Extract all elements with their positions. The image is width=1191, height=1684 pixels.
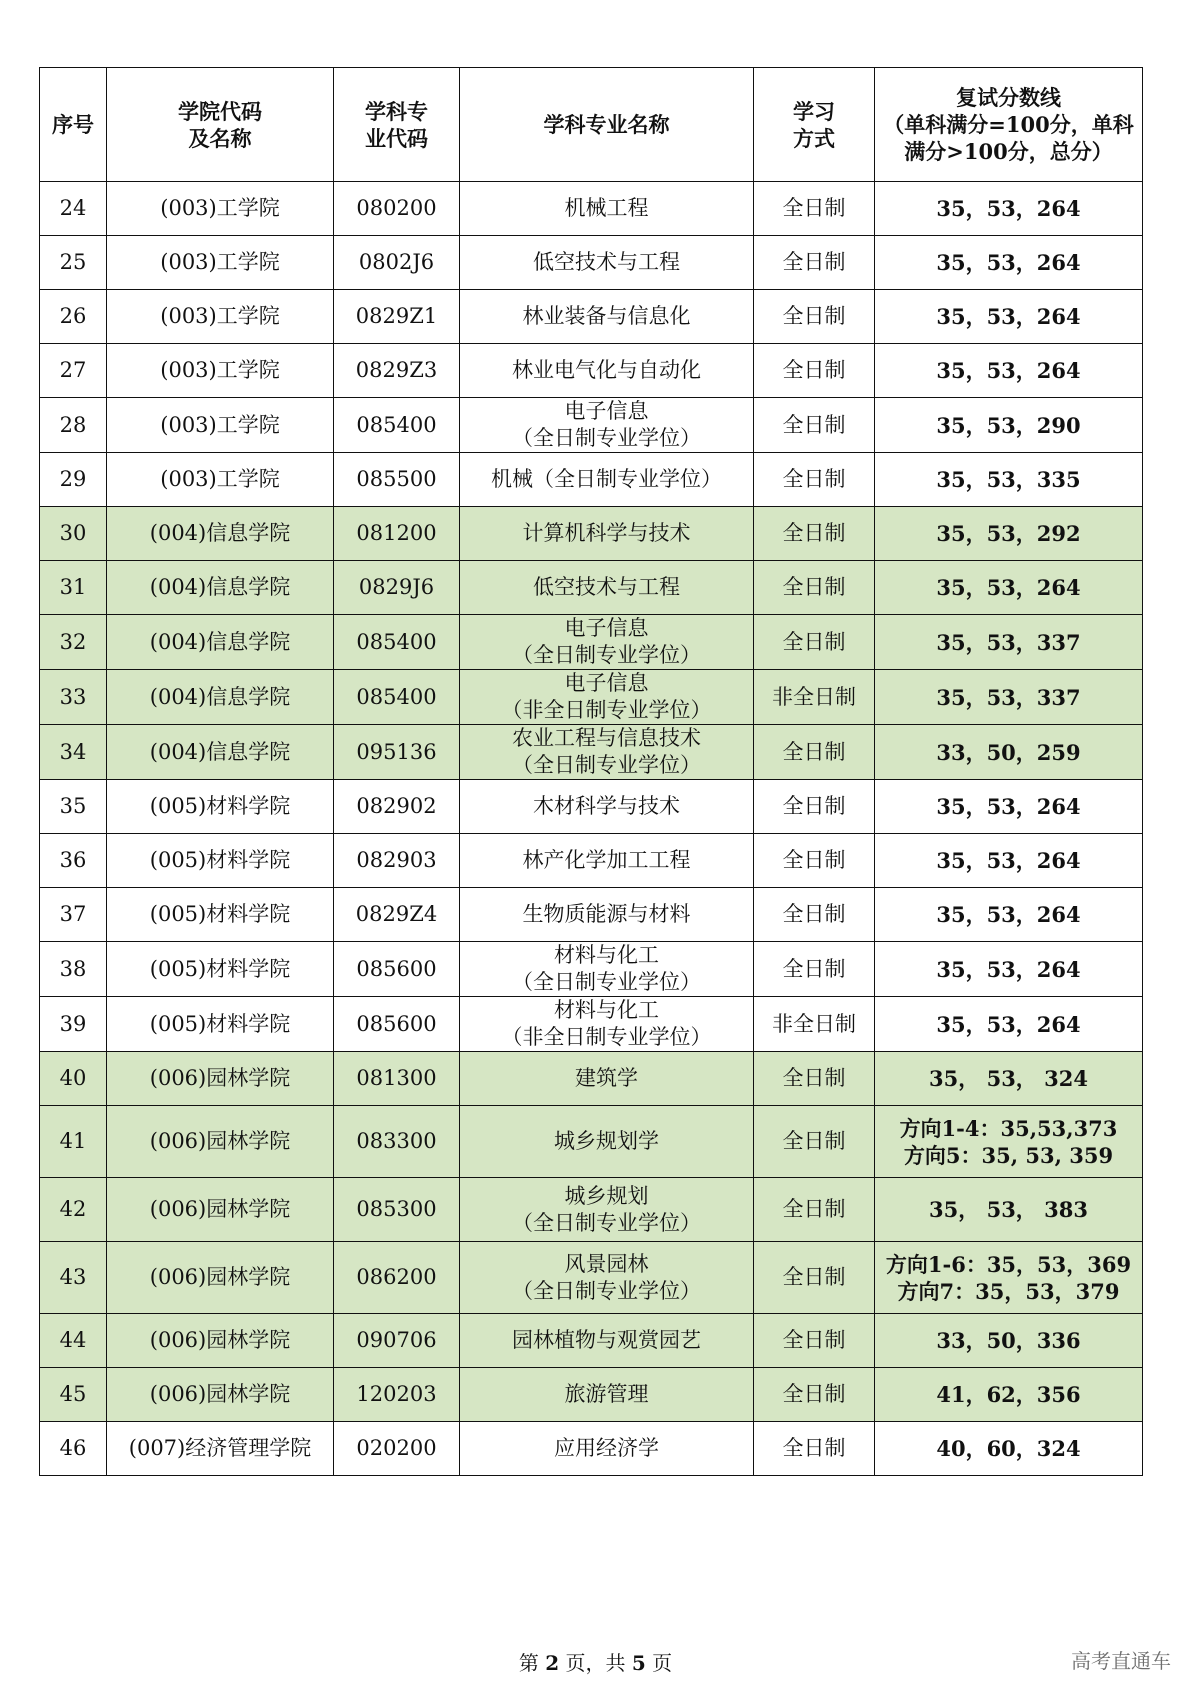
cell-study-mode: 全日制: [754, 1106, 875, 1178]
cell-college: (003)工学院: [107, 344, 334, 398]
cell-major-code: 082902: [334, 780, 460, 834]
cell-college: (005)材料学院: [107, 942, 334, 997]
cell-study-mode: 全日制: [754, 725, 875, 780]
table-row: [40, 182, 1143, 236]
cell-major-name: 电子信息 （非全日制专业学位）: [460, 670, 754, 725]
cell-college: (004)信息学院: [107, 561, 334, 615]
table-row: [40, 1368, 1143, 1422]
cell-college: (005)材料学院: [107, 997, 334, 1052]
cell-major-name: 计算机科学与技术: [460, 507, 754, 561]
footer-page-number: 2: [545, 1651, 560, 1675]
cell-college: (005)材料学院: [107, 834, 334, 888]
cell-study-mode: 全日制: [754, 507, 875, 561]
cell-major-name: 城乡规划 （全日制专业学位）: [460, 1178, 754, 1242]
footer-suffix: 页: [645, 1651, 673, 1675]
score-table: [39, 67, 1143, 1476]
cell-college: (006)园林学院: [107, 1314, 334, 1368]
table-row: [40, 780, 1143, 834]
cell-major-code: 095136: [334, 725, 460, 780]
cell-score: 35， 53， 383: [875, 1178, 1143, 1242]
cell-major-code: 081200: [334, 507, 460, 561]
cell-major-name: 林业电气化与自动化: [460, 344, 754, 398]
cell-major-code: 085600: [334, 942, 460, 997]
table-row: [40, 615, 1143, 670]
cell-major-name: 材料与化工 （全日制专业学位）: [460, 942, 754, 997]
cell-study-mode: 全日制: [754, 398, 875, 453]
cell-serial: 32: [40, 615, 107, 670]
cell-major-name: 木材科学与技术: [460, 780, 754, 834]
cell-score: 方向1-4：35,53,373 方向5：35, 53, 359: [875, 1106, 1143, 1178]
cell-study-mode: 全日制: [754, 1368, 875, 1422]
cell-score: 35，53，335: [875, 453, 1143, 507]
cell-college: (003)工学院: [107, 236, 334, 290]
cell-serial: 24: [40, 182, 107, 236]
cell-serial: 35: [40, 780, 107, 834]
cell-major-code: 085500: [334, 453, 460, 507]
cell-score: 35，53，290: [875, 398, 1143, 453]
cell-major-code: 0829Z1: [334, 290, 460, 344]
cell-score: 35，53，264: [875, 561, 1143, 615]
table-row: [40, 561, 1143, 615]
cell-study-mode: 全日制: [754, 453, 875, 507]
cell-major-code: 020200: [334, 1422, 460, 1476]
cell-study-mode: 全日制: [754, 182, 875, 236]
cell-college: (003)工学院: [107, 398, 334, 453]
table-row: [40, 1052, 1143, 1106]
table-row: [40, 290, 1143, 344]
footer-total-pages: 5: [631, 1651, 646, 1675]
cell-major-code: 085400: [334, 615, 460, 670]
cell-major-name: 低空技术与工程: [460, 236, 754, 290]
cell-score: 41，62，356: [875, 1368, 1143, 1422]
cell-score: 35，53，337: [875, 615, 1143, 670]
table-row: [40, 236, 1143, 290]
cell-study-mode: 全日制: [754, 1314, 875, 1368]
cell-study-mode: 全日制: [754, 290, 875, 344]
cell-major-name: 机械（全日制专业学位）: [460, 453, 754, 507]
cell-college: (005)材料学院: [107, 780, 334, 834]
cell-college: (006)园林学院: [107, 1242, 334, 1314]
cell-major-name: 风景园林 （全日制专业学位）: [460, 1242, 754, 1314]
table-row: [40, 834, 1143, 888]
cell-major-code: 085300: [334, 1178, 460, 1242]
cell-serial: 46: [40, 1422, 107, 1476]
cell-college: (003)工学院: [107, 453, 334, 507]
table-row: [40, 1422, 1143, 1476]
table-row: [40, 670, 1143, 725]
cell-major-name: 农业工程与信息技术 （全日制专业学位）: [460, 725, 754, 780]
cell-study-mode: 全日制: [754, 834, 875, 888]
cell-major-name: 生物质能源与材料: [460, 888, 754, 942]
table-body: [40, 182, 1143, 1476]
cell-score: 35，53，264: [875, 942, 1143, 997]
cell-serial: 43: [40, 1242, 107, 1314]
cell-score: 35，53，264: [875, 182, 1143, 236]
cell-major-code: 0829Z3: [334, 344, 460, 398]
cell-major-name: 林业装备与信息化: [460, 290, 754, 344]
table-row: [40, 1106, 1143, 1178]
cell-study-mode: 全日制: [754, 1178, 875, 1242]
cell-college: (003)工学院: [107, 182, 334, 236]
cell-major-name: 林产化学加工工程: [460, 834, 754, 888]
cell-serial: 36: [40, 834, 107, 888]
cell-serial: 28: [40, 398, 107, 453]
cell-score: 方向1-6：35，53，369 方向7：35，53，379: [875, 1242, 1143, 1314]
cell-score: 35，53，264: [875, 344, 1143, 398]
cell-serial: 31: [40, 561, 107, 615]
cell-study-mode: 全日制: [754, 780, 875, 834]
cell-major-code: 080200: [334, 182, 460, 236]
cell-major-name: 机械工程: [460, 182, 754, 236]
cell-serial: 40: [40, 1052, 107, 1106]
cell-study-mode: 全日制: [754, 615, 875, 670]
table-row: [40, 453, 1143, 507]
cell-score: 33，50，259: [875, 725, 1143, 780]
cell-score: 40，60，324: [875, 1422, 1143, 1476]
cell-major-name: 城乡规划学: [460, 1106, 754, 1178]
cell-major-code: 0829Z4: [334, 888, 460, 942]
cell-score: 35，53，264: [875, 236, 1143, 290]
cell-serial: 37: [40, 888, 107, 942]
cell-serial: 26: [40, 290, 107, 344]
cell-serial: 41: [40, 1106, 107, 1178]
cell-study-mode: 全日制: [754, 561, 875, 615]
cell-serial: 38: [40, 942, 107, 997]
cell-major-name: 旅游管理: [460, 1368, 754, 1422]
cell-college: (004)信息学院: [107, 670, 334, 725]
cell-major-code: 081300: [334, 1052, 460, 1106]
page-footer: [0, 1647, 1191, 1676]
cell-score: 35，53，264: [875, 834, 1143, 888]
cell-college: (005)材料学院: [107, 888, 334, 942]
table-row: [40, 1242, 1143, 1314]
cell-study-mode: 全日制: [754, 1422, 875, 1476]
header-row: [40, 68, 1143, 182]
cell-score: 35， 53， 324: [875, 1052, 1143, 1106]
cell-study-mode: 全日制: [754, 344, 875, 398]
cell-major-code: 0829J6: [334, 561, 460, 615]
cell-college: (003)工学院: [107, 290, 334, 344]
cell-major-name: 材料与化工 （非全日制专业学位）: [460, 997, 754, 1052]
cell-serial: 29: [40, 453, 107, 507]
cell-serial: 34: [40, 725, 107, 780]
cell-college: (006)园林学院: [107, 1052, 334, 1106]
cell-college: (004)信息学院: [107, 507, 334, 561]
cell-score: 33，50，336: [875, 1314, 1143, 1368]
cell-college: (007)经济管理学院: [107, 1422, 334, 1476]
cell-score: 35，53，264: [875, 997, 1143, 1052]
table-row: [40, 344, 1143, 398]
cell-score: 35，53，337: [875, 670, 1143, 725]
header-study-mode: 学习 方式: [754, 68, 875, 182]
table-row: [40, 997, 1143, 1052]
cell-major-name: 应用经济学: [460, 1422, 754, 1476]
cell-major-name: 低空技术与工程: [460, 561, 754, 615]
cell-serial: 25: [40, 236, 107, 290]
cell-college: (006)园林学院: [107, 1106, 334, 1178]
table-row: [40, 398, 1143, 453]
cell-study-mode: 全日制: [754, 1242, 875, 1314]
cell-serial: 39: [40, 997, 107, 1052]
table-row: [40, 942, 1143, 997]
table-row: [40, 888, 1143, 942]
cell-college: (006)园林学院: [107, 1178, 334, 1242]
cell-college: (004)信息学院: [107, 615, 334, 670]
cell-serial: 27: [40, 344, 107, 398]
table-row: [40, 1314, 1143, 1368]
cell-major-code: 085400: [334, 398, 460, 453]
cell-study-mode: 全日制: [754, 236, 875, 290]
table-row: [40, 725, 1143, 780]
footer-middle: 页，共: [559, 1651, 632, 1675]
cell-major-name: 园林植物与观赏园艺: [460, 1314, 754, 1368]
cell-college: (006)园林学院: [107, 1368, 334, 1422]
cell-major-code: 082903: [334, 834, 460, 888]
cell-study-mode: 全日制: [754, 942, 875, 997]
cell-study-mode: 非全日制: [754, 670, 875, 725]
header-college: 学院代码 及名称: [107, 68, 334, 182]
cell-serial: 45: [40, 1368, 107, 1422]
table-row: [40, 507, 1143, 561]
cell-major-code: 086200: [334, 1242, 460, 1314]
cell-score: 35，53，264: [875, 290, 1143, 344]
cell-major-name: 电子信息 （全日制专业学位）: [460, 398, 754, 453]
footer-prefix: 第: [518, 1651, 546, 1675]
cell-major-code: 085600: [334, 997, 460, 1052]
header-score-line: 复试分数线 （单科满分=100分，单科 满分>100分，总分）: [875, 68, 1143, 182]
cell-serial: 30: [40, 507, 107, 561]
header-major-name: 学科专业名称: [460, 68, 754, 182]
watermark: 高考直通车: [1071, 1649, 1171, 1673]
cell-major-code: 0802J6: [334, 236, 460, 290]
cell-major-code: 090706: [334, 1314, 460, 1368]
cell-college: (004)信息学院: [107, 725, 334, 780]
header-major-code: 学科专 业代码: [334, 68, 460, 182]
cell-major-code: 120203: [334, 1368, 460, 1422]
cell-score: 35，53，264: [875, 780, 1143, 834]
table-row: [40, 1178, 1143, 1242]
header-serial: 序号: [40, 68, 107, 182]
cell-major-name: 电子信息 （全日制专业学位）: [460, 615, 754, 670]
cell-score: 35，53，292: [875, 507, 1143, 561]
cell-serial: 44: [40, 1314, 107, 1368]
cell-study-mode: 非全日制: [754, 997, 875, 1052]
cell-serial: 33: [40, 670, 107, 725]
cell-study-mode: 全日制: [754, 888, 875, 942]
cell-major-code: 085400: [334, 670, 460, 725]
cell-score: 35，53，264: [875, 888, 1143, 942]
cell-serial: 42: [40, 1178, 107, 1242]
cell-major-code: 083300: [334, 1106, 460, 1178]
cell-major-name: 建筑学: [460, 1052, 754, 1106]
cell-study-mode: 全日制: [754, 1052, 875, 1106]
